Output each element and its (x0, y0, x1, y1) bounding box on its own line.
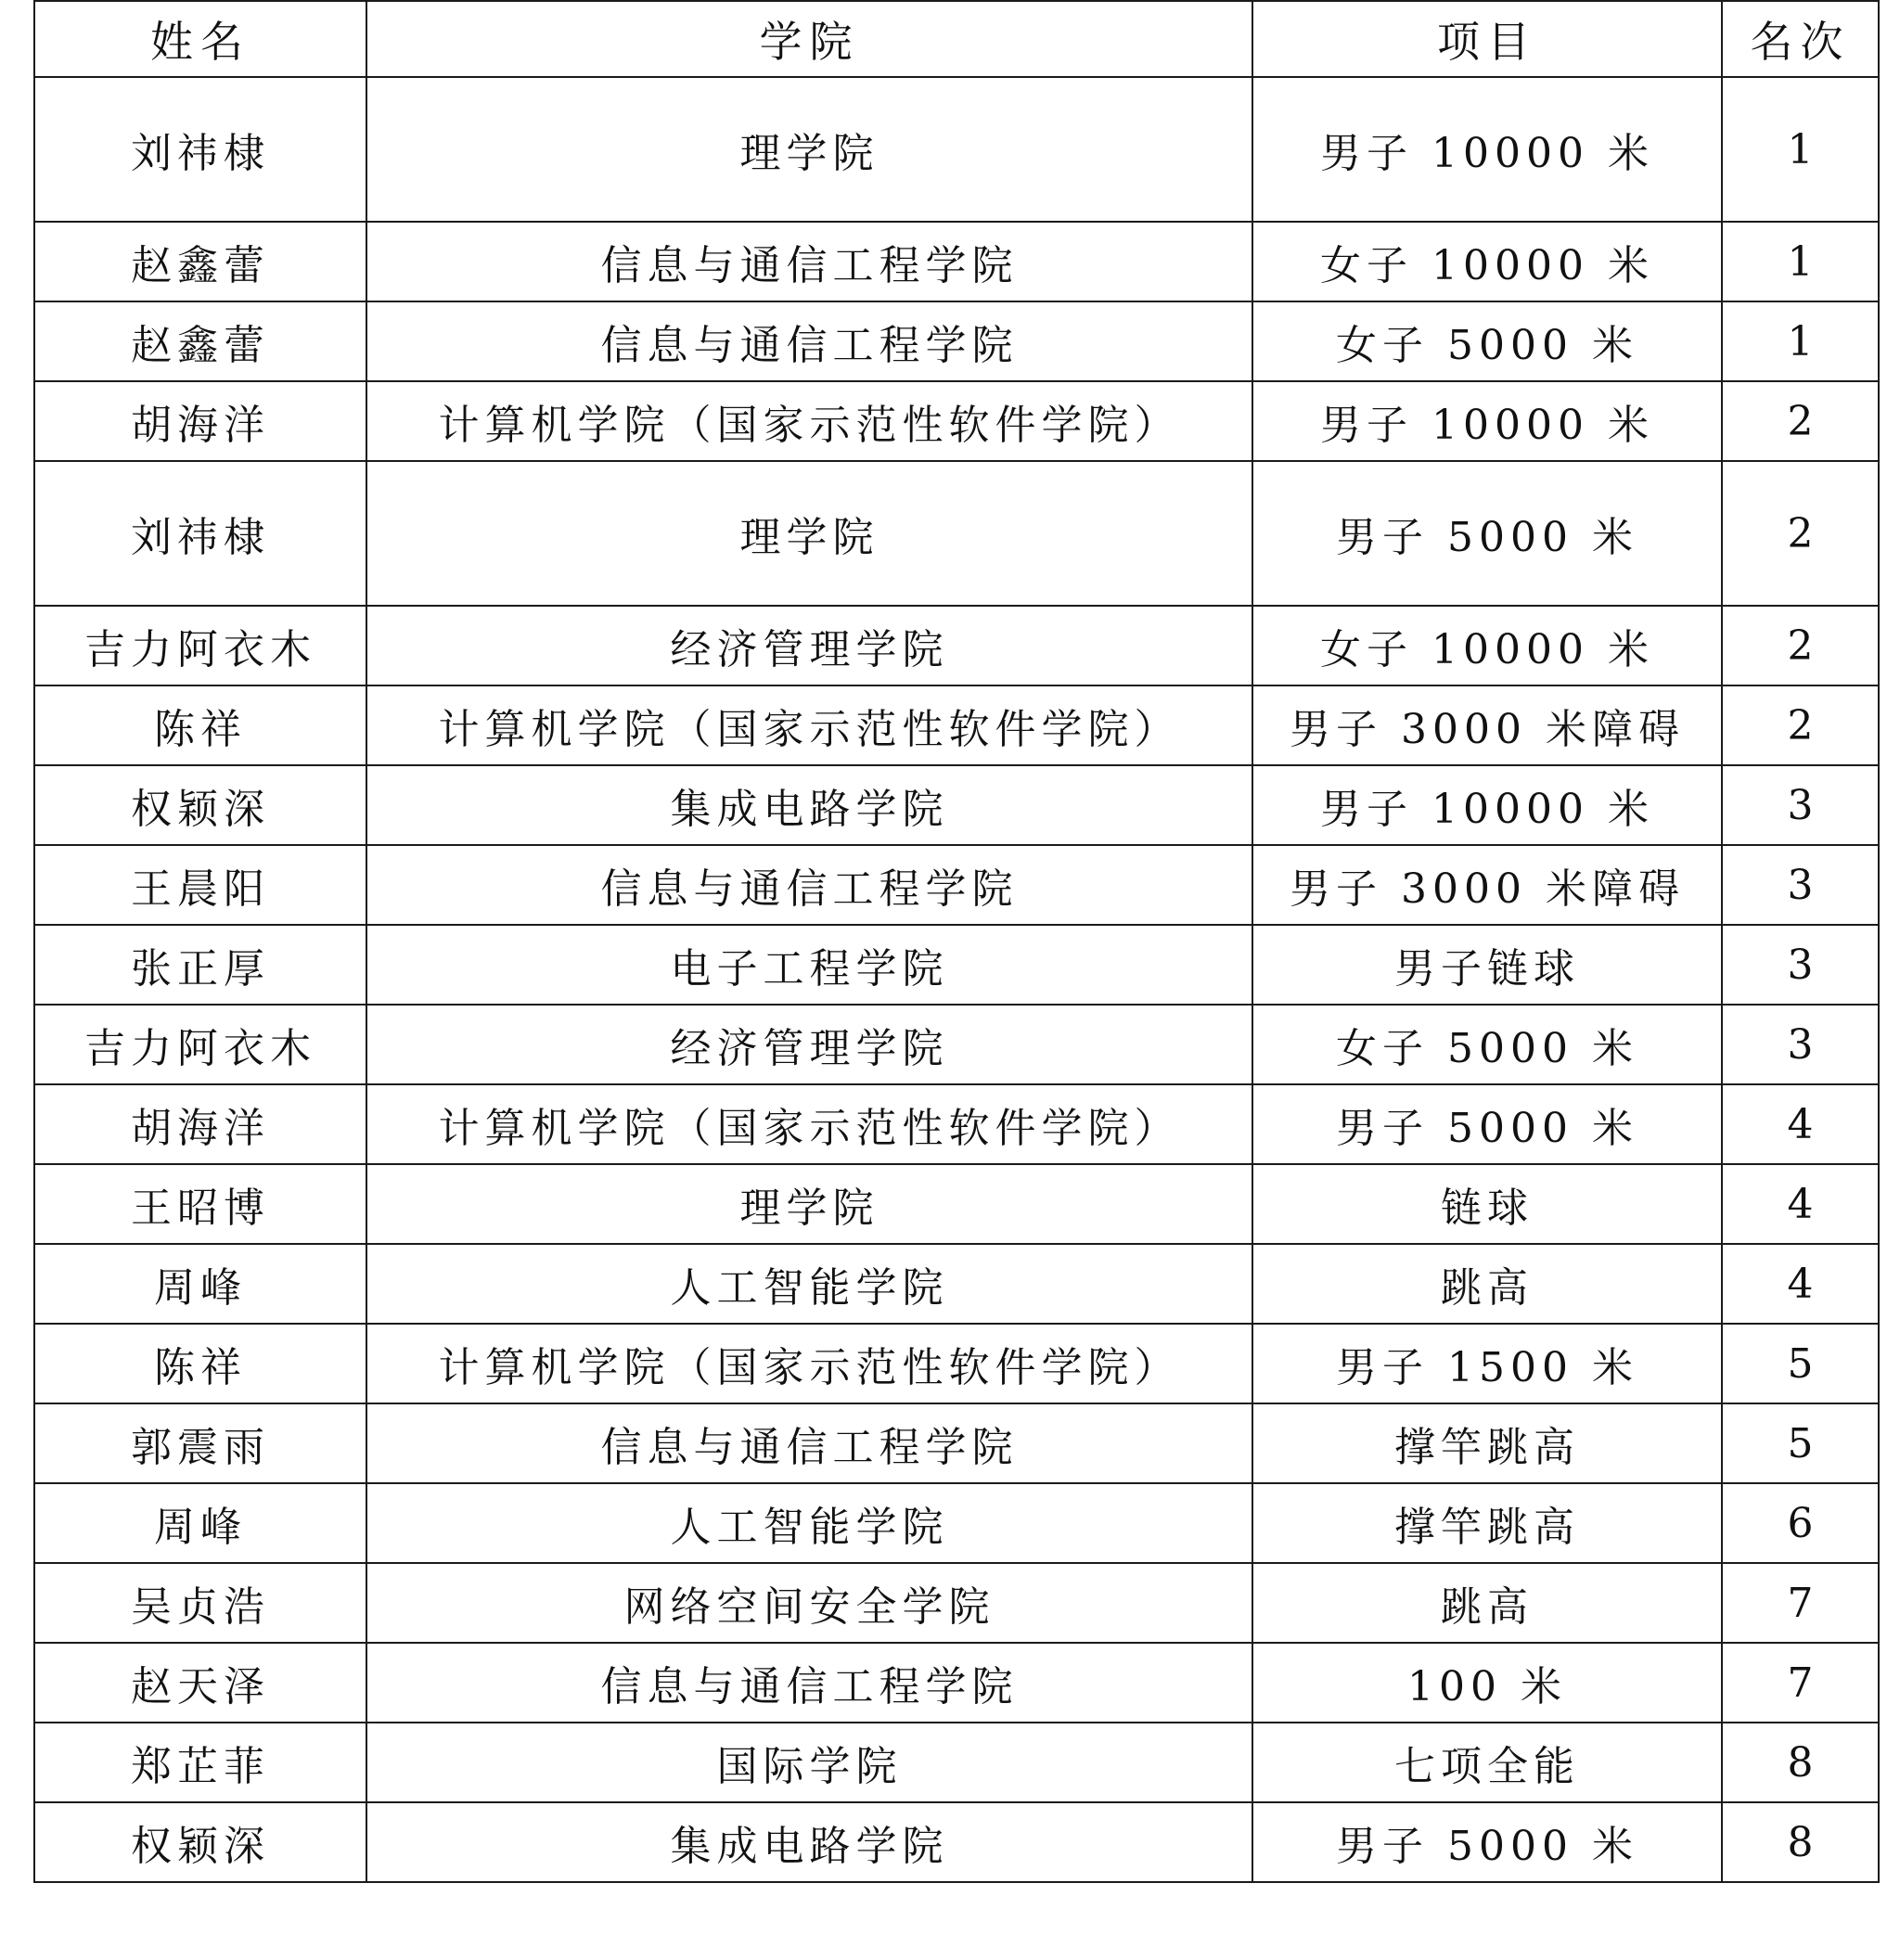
table-row (34, 381, 1879, 461)
cell-name: 张正厚 (34, 925, 366, 1005)
cell-event: 男子 5000 米 (1252, 1084, 1722, 1164)
cell-name: 权颖深 (34, 765, 366, 845)
cell-event: 100 米 (1252, 1643, 1722, 1723)
cell-name: 王晨阳 (34, 845, 366, 925)
cell-rank: 7 (1722, 1643, 1879, 1723)
cell-event: 女子 10000 米 (1252, 606, 1722, 685)
cell-name: 赵天泽 (34, 1643, 366, 1723)
cell-college: 信息与通信工程学院 (366, 301, 1252, 381)
cell-event: 男子 5000 米 (1252, 1802, 1722, 1882)
cell-college: 集成电路学院 (366, 1802, 1252, 1882)
cell-event: 男子 10000 米 (1252, 77, 1722, 222)
header-rank: 名次 (1722, 1, 1879, 77)
cell-rank: 4 (1722, 1244, 1879, 1324)
cell-college: 人工智能学院 (366, 1483, 1252, 1563)
table-body (34, 77, 1879, 1882)
table-row (34, 1563, 1879, 1643)
table-row (34, 1483, 1879, 1563)
cell-college: 集成电路学院 (366, 765, 1252, 845)
cell-event: 男子 10000 米 (1252, 765, 1722, 845)
cell-college: 计算机学院（国家示范性软件学院） (366, 685, 1252, 765)
results-table (33, 0, 1880, 1883)
cell-name: 郑芷菲 (34, 1723, 366, 1802)
cell-name: 胡海洋 (34, 381, 366, 461)
cell-name: 陈祥 (34, 1324, 366, 1403)
cell-college: 理学院 (366, 461, 1252, 606)
cell-rank: 8 (1722, 1802, 1879, 1882)
cell-event: 男子 5000 米 (1252, 461, 1722, 606)
cell-rank: 7 (1722, 1563, 1879, 1643)
cell-college: 电子工程学院 (366, 925, 1252, 1005)
cell-event: 撑竿跳高 (1252, 1403, 1722, 1483)
cell-event: 撑竿跳高 (1252, 1483, 1722, 1563)
table-row (34, 606, 1879, 685)
table-row (34, 1244, 1879, 1324)
table-header (34, 1, 1879, 77)
cell-college: 经济管理学院 (366, 1005, 1252, 1084)
cell-event: 跳高 (1252, 1563, 1722, 1643)
cell-name: 权颖深 (34, 1802, 366, 1882)
cell-name: 王昭博 (34, 1164, 366, 1244)
table-row (34, 1164, 1879, 1244)
cell-rank: 2 (1722, 381, 1879, 461)
table-row (34, 765, 1879, 845)
cell-name: 郭震雨 (34, 1403, 366, 1483)
cell-rank: 3 (1722, 1005, 1879, 1084)
table-row (34, 1324, 1879, 1403)
cell-college: 经济管理学院 (366, 606, 1252, 685)
cell-rank: 4 (1722, 1084, 1879, 1164)
table-row (34, 845, 1879, 925)
table-row (34, 685, 1879, 765)
header-event: 项目 (1252, 1, 1722, 77)
header-row (34, 1, 1879, 77)
cell-name: 周峰 (34, 1483, 366, 1563)
cell-name: 刘祎棣 (34, 77, 366, 222)
cell-rank: 8 (1722, 1723, 1879, 1802)
cell-name: 吉力阿衣木 (34, 606, 366, 685)
cell-event: 七项全能 (1252, 1723, 1722, 1802)
cell-name: 赵鑫蕾 (34, 301, 366, 381)
cell-event: 女子 5000 米 (1252, 301, 1722, 381)
table-row (34, 301, 1879, 381)
header-college: 学院 (366, 1, 1252, 77)
cell-rank: 4 (1722, 1164, 1879, 1244)
cell-college: 信息与通信工程学院 (366, 222, 1252, 301)
cell-college: 理学院 (366, 1164, 1252, 1244)
table-row (34, 1084, 1879, 1164)
cell-event: 男子 1500 米 (1252, 1324, 1722, 1403)
cell-college: 信息与通信工程学院 (366, 1403, 1252, 1483)
cell-rank: 6 (1722, 1483, 1879, 1563)
table-row (34, 461, 1879, 606)
cell-rank: 5 (1722, 1324, 1879, 1403)
cell-college: 计算机学院（国家示范性软件学院） (366, 381, 1252, 461)
cell-college: 计算机学院（国家示范性软件学院） (366, 1324, 1252, 1403)
cell-name: 周峰 (34, 1244, 366, 1324)
cell-rank: 1 (1722, 77, 1879, 222)
table-row (34, 1723, 1879, 1802)
cell-rank: 3 (1722, 925, 1879, 1005)
cell-name: 赵鑫蕾 (34, 222, 366, 301)
cell-rank: 2 (1722, 685, 1879, 765)
cell-name: 胡海洋 (34, 1084, 366, 1164)
cell-rank: 1 (1722, 301, 1879, 381)
cell-rank: 5 (1722, 1403, 1879, 1483)
cell-name: 吉力阿衣木 (34, 1005, 366, 1084)
cell-rank: 1 (1722, 222, 1879, 301)
table-row (34, 1403, 1879, 1483)
cell-college: 信息与通信工程学院 (366, 1643, 1252, 1723)
table-row (34, 1643, 1879, 1723)
cell-event: 男子链球 (1252, 925, 1722, 1005)
cell-rank: 2 (1722, 606, 1879, 685)
cell-event: 男子 3000 米障碍 (1252, 685, 1722, 765)
cell-college: 人工智能学院 (366, 1244, 1252, 1324)
table-row (34, 77, 1879, 222)
table-row (34, 1802, 1879, 1882)
cell-name: 陈祥 (34, 685, 366, 765)
header-name: 姓名 (34, 1, 366, 77)
results-sheet (33, 0, 1878, 1883)
cell-event: 女子 5000 米 (1252, 1005, 1722, 1084)
cell-college: 理学院 (366, 77, 1252, 222)
cell-event: 跳高 (1252, 1244, 1722, 1324)
table-row (34, 222, 1879, 301)
cell-event: 女子 10000 米 (1252, 222, 1722, 301)
cell-college: 网络空间安全学院 (366, 1563, 1252, 1643)
cell-rank: 3 (1722, 765, 1879, 845)
table-row (34, 925, 1879, 1005)
cell-rank: 3 (1722, 845, 1879, 925)
cell-event: 链球 (1252, 1164, 1722, 1244)
table-row (34, 1005, 1879, 1084)
cell-event: 男子 10000 米 (1252, 381, 1722, 461)
cell-event: 男子 3000 米障碍 (1252, 845, 1722, 925)
cell-college: 计算机学院（国家示范性软件学院） (366, 1084, 1252, 1164)
cell-college: 国际学院 (366, 1723, 1252, 1802)
cell-college: 信息与通信工程学院 (366, 845, 1252, 925)
cell-name: 刘祎棣 (34, 461, 366, 606)
cell-rank: 2 (1722, 461, 1879, 606)
cell-name: 吴贞浩 (34, 1563, 366, 1643)
